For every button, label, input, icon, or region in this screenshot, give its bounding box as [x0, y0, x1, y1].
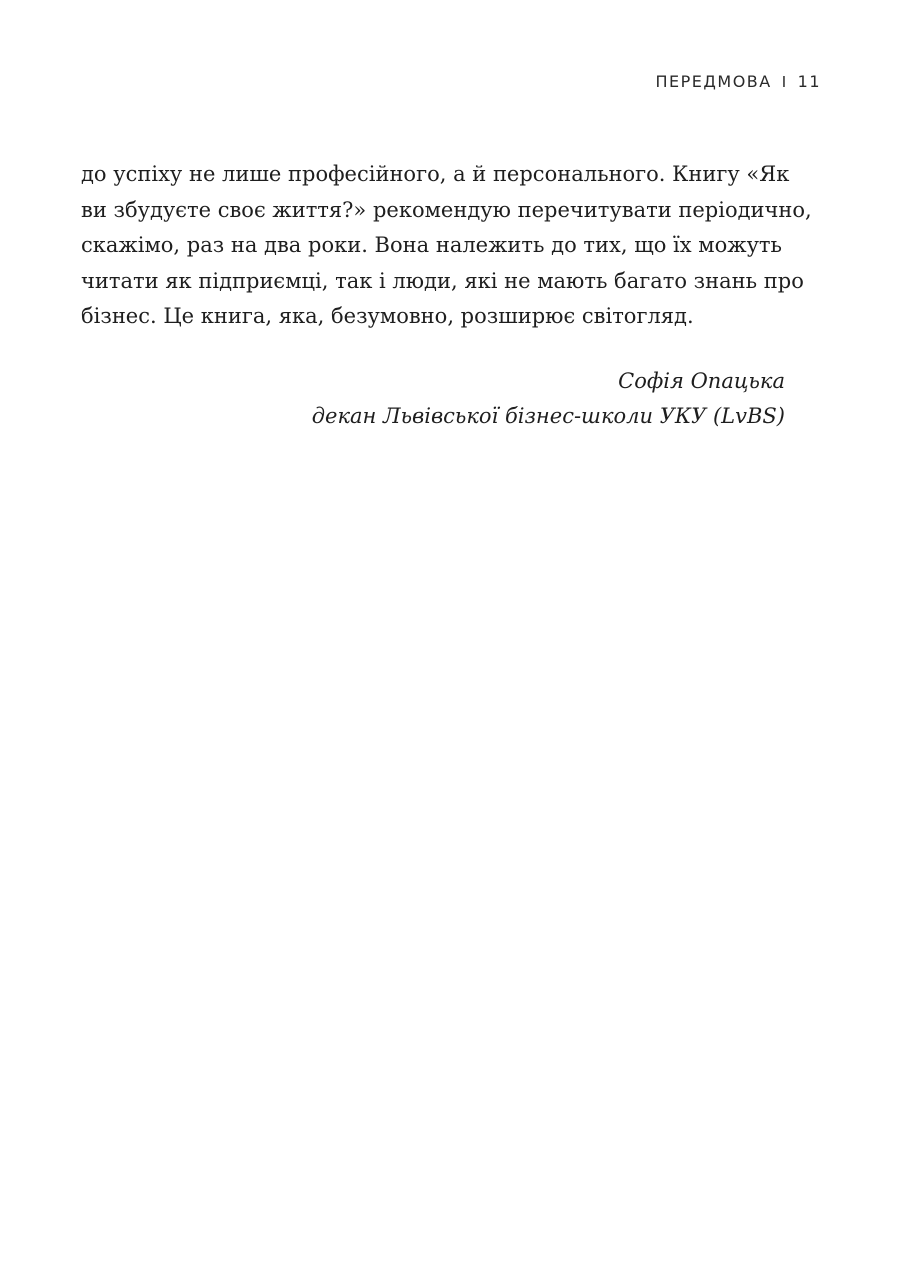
section-title: ПЕРЕДМОВА: [655, 72, 772, 91]
text-line: скажімо, раз на два роки. Вона належить до тих, що їх можуть: [81, 233, 782, 257]
header-separator: I: [781, 73, 788, 91]
signature-block: [312, 364, 785, 434]
body-paragraph: [81, 157, 821, 335]
text-line: до успіху не лише професійного, а й персонального. Книгу «Як: [81, 162, 790, 186]
running-header: [655, 72, 821, 91]
page-number: 11: [797, 72, 821, 91]
text-line: ви збудуєте своє життя?» рекомендую перечитувати періодично,: [81, 197, 812, 222]
author-title: декан Львівської бізнес-школи УКУ (LvBS): [311, 404, 785, 428]
text-line: читати як підприємці, так і люди, які не мають багато знань про: [81, 268, 804, 293]
author-name: Софія Опацька: [618, 369, 785, 393]
text-line: бізнес. Це книга, яка, безумовно, розширює світогляд.: [81, 304, 694, 328]
